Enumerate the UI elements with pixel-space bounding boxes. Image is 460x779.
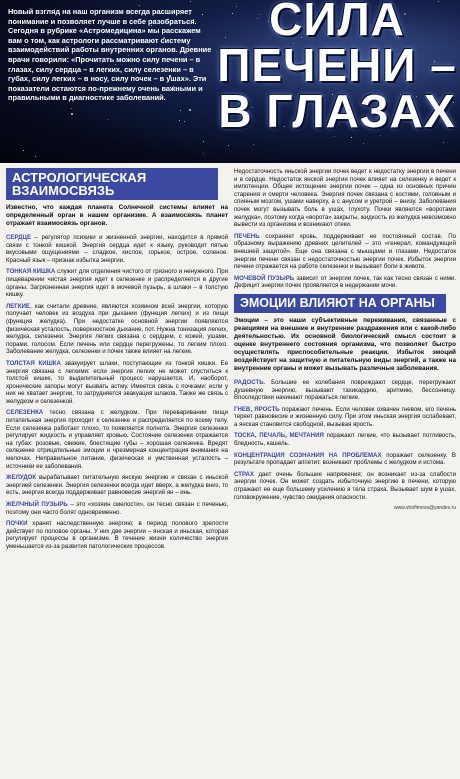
section-title-emotions: ЭМОЦИИ ВЛИЯЮТ НА ОРГАНЫ	[234, 294, 446, 313]
star	[203, 153, 204, 154]
paragraph-text: зависит от энергии почек, так как тесно связан с ними. Дефицит энергии почек проявляется в недержании мочи.	[234, 274, 456, 290]
star	[203, 141, 204, 142]
paragraph	[234, 275, 456, 290]
star	[363, 143, 364, 144]
keyword: ТОЛСТАЯ КИШКА	[6, 359, 61, 367]
star	[139, 5, 140, 6]
star	[351, 137, 352, 138]
right-items	[234, 233, 456, 290]
keyword: СЕРДЦЕ	[6, 234, 32, 241]
emotion-items	[234, 379, 456, 501]
keyword: ЖЕЛУДОК	[6, 474, 37, 482]
paragraph	[234, 452, 456, 467]
star	[108, 119, 109, 120]
header-banner	[0, 0, 460, 163]
star	[23, 150, 24, 151]
keyword: КОНЦЕНТРАЦИЯ СОЗНАНИЯ НА ПРОБЛЕМАХ	[234, 451, 382, 459]
paragraph-text: тесно связана с желудком. При переваривании пищи питательная энергия проходит к селезенке и распределяется по всему телу. Если селезенка работает плохо, то появляется полнота. Энергия селезенки регулирует жидкость и управляет кровью. Состояние селезенки отражается на губах: розовые, свежие, блестящие губы – хорошая селезенка. Вредят селезенке отрицательные эмоции и чрезмерная концентрация внимания на мелочах. Неправильное питание, физическая и умственная усталость – источники ее заболевания.	[6, 409, 228, 470]
star	[71, 113, 73, 115]
star	[179, 120, 180, 121]
paragraph-text: поражают легкие, что вызывает потливость, бледность, кашель.	[234, 432, 456, 448]
keyword: ПЕЧЕНЬ	[234, 232, 260, 240]
keyword: МОЧЕВОЙ ПУЗЫРЬ	[234, 274, 295, 282]
paragraph-text: сохраняет кровь, поддерживает ее постоянный состав. По образному выражению древних целителей – это «генерал, командующий внешней защитой». Еще она связана с мышцами и глазами. Недостаток энергии печени связан с недостаточностью энергии почек. Избыток энергии печени отражается на работе селезенки и вызывает боли в животе.	[234, 232, 456, 271]
left-column	[6, 168, 228, 555]
left-intro: Известно, что каждая планета Солнечной системы влияет на определенный орган в нашем организме. А взаимосвязь планет отражает взаимосвязь органов.	[6, 204, 228, 227]
paragraph-text: поражает селезенку. В результате пропадает аппетит, возникают проблемы с желудком и истома.	[234, 451, 456, 467]
paragraph-text: дает очень большие напряжения; он возникает из-за слабости энергии почек. Он может создать избыточную энергию в печени, которую отражают ее еще большему усилению я тела страха. Вызывает шум в ушах, головокружение, чувство ожидания опасности.	[234, 470, 456, 501]
keyword: СТРАХ	[234, 470, 254, 478]
keyword: ГНЕВ, ЯРОСТЬ	[234, 405, 280, 413]
star	[180, 110, 181, 111]
paragraph	[234, 406, 456, 429]
star	[189, 109, 191, 111]
paragraph	[6, 501, 228, 516]
paragraph	[6, 474, 228, 497]
left-items	[6, 234, 228, 551]
signature: www.vtrofimova@yandex.ru	[393, 505, 456, 512]
star	[184, 121, 185, 122]
paragraph-text: служит для отделения чистого от грязного и ненужного. При пищеварении чистая энергия идет к селезенке и распределяется в другие органы. Загрязненная энергия идет в мочевой пузырь, а шлаки – в толстую кишку.	[6, 268, 228, 299]
star	[228, 145, 229, 146]
star	[71, 108, 72, 109]
paragraph	[234, 379, 456, 402]
keyword: ЖЕЛЧНЫЙ ПУЗЫРЬ	[6, 501, 68, 508]
keyword: ТОНКАЯ КИШКА	[6, 268, 56, 276]
paragraph-text: – регулятор психики и жизненной энергии, находится в прямой связи с тонкой кишкой. Энергия сердца идет к языку, руководит пятью вкусовыми ощущениями – сладкое, кислое, горькое, острое, соленое. Красный язык – признак избытка энергии.	[6, 234, 228, 264]
keyword: ЛЕГКИЕ	[6, 302, 30, 310]
right-column	[234, 168, 456, 513]
paragraph	[234, 432, 456, 447]
section-title-astro: АСТРОЛОГИЧЕСКАЯ ВЗАИМОСВЯЗЬ	[6, 168, 218, 200]
lead-paragraph: Новый взгляд на наш организм всегда расширяет понимание и позволяет лучше в себе разобраться. Сегодня в рубрике «Астромедицина» мы расскажем вам о том, как астрологи рассматривают систему взаимодействий работы внутренних органов. Древние врачи говорили: «Прочитать можно силу печени – в глазах, силу сердца – в легких, силу селезенки – в губах, силу легких – в носу, силу почек – в ушах». Эти показатели остаются по-прежнему очень важными и правильными в диагностике заболеваний.	[8, 7, 212, 103]
right-top-paragraphs	[234, 168, 456, 229]
star	[35, 156, 36, 157]
paragraph	[6, 360, 228, 406]
keyword: СЕЛЕЗЕНКА	[6, 409, 44, 417]
keyword: ПОЧКИ	[6, 520, 28, 528]
right-intro: Эмоции – это наши субъективные переживания, связанные с реакциями на внешние и внутренние раздражения или с какой-либо деятельностью. Их основной биологический смысл состоит в оценке внутреннего состояния организма, что позволяет быстро осуществлять приспособительные реакции. Избыток эмоций воздействует на защитную и питательную виды энергий, а также на внутренние органы и может вызывать различные заболевания.	[234, 316, 456, 372]
star	[253, 144, 254, 145]
paragraph	[6, 520, 228, 550]
paragraph-text: вырабатывает питательную янскую энергию и связан с иньской энергией селезенки. Энергия селезенки всегда идет вверх, а желудка вниз, то есть, энергия всегда поддерживает равновесие энергий ян – инь.	[6, 474, 228, 497]
paragraph	[234, 233, 456, 271]
main-title-line-1: СИЛА	[269, 0, 405, 45]
paragraph: Недостаточность иньской энергии почек ведет к недостатку энергии в печени и в сердце. Недостаток янской энергии почек влияет на селезенку и ведет к импотенции. Общее истощение энергии почек – одна из основных причин старения и смерти человека. Энергия почек связана с костями, головным и спинным мозгом, ушами наверху, а с анусом и уретрой – внизу. Заболевания почек могут вызывать боль в ушах, глухоту. Почки являются «воротами желудка», поэтому когда «ворота» закрыты, жидкость из желудка невозможно вывести из организма и возникают отеки.	[234, 168, 456, 229]
paragraph	[6, 303, 228, 356]
main-title	[212, 0, 460, 137]
star	[443, 142, 444, 143]
paragraph-text: – это «хозяин смелости», он тесно связан с печенью, поэтому они часто болят одновременно.	[6, 501, 229, 516]
keyword: РАДОСТЬ	[234, 378, 264, 386]
star	[190, 1, 191, 2]
keyword: ТОСКА, ПЕЧАЛЬ, МЕЧТАНИЯ	[234, 432, 324, 440]
paragraph	[6, 268, 228, 298]
paragraph-text: . Большие ее колебания повреждают сердце, перегружают душевную энергию, вызывают тахикардию, аритмию, бессонницу. Впоследствии начинают поражаться легкие.	[234, 378, 456, 402]
paragraph-text: поражают печень. Если человек охвачен гневом, его печень теряет равновесие и жизненную силу. При этом иньская энергия ослабевает, а янская становится свободной, вызывая ярость.	[234, 405, 456, 428]
main-title-line-3: В ГЛАЗАХ	[218, 85, 456, 137]
paragraph-text: , как считали древние, являются хозяином всей энергии, которую получает человек из воздуха при дыхании (функция легких) и из пищи (функция желудка). При недостатке основной энергии появляются физическая усталость, поверхностное дыхание, пот. Нужна тонизация легких, желудка, селезенки. Энергия легких связана с сердцем, с кожей, ушами, порами, голосом. Если печень или сердце перегружены, то легким плохо. Заболевание желудка, селезенки и почек также влияет на легкие.	[6, 302, 228, 356]
paragraph	[6, 234, 228, 264]
paragraph	[234, 471, 456, 501]
paragraph	[6, 409, 228, 470]
main-title-line-2: ПЕЧЕНИ –	[217, 39, 457, 91]
paragraph-text: эвакуирует шлаки, поступающие из тонкой кишки. Ее энергия связана с легкими: если энергия легких не может спуститься к толстой кишке, то выделительный процесс нарушается. И, наоборот, хронические запоры могут вызвать астму. Имеется связь с почками: если у них не хватает энергии, то затрудняется эвакуация шлаков. Также же связь с желудком и селезенкой.	[6, 359, 228, 405]
paragraph-text: хранят наследственную энергию; в период полового зрелости действует по половое органы. У них две энергии – янская и иньская, которая регулирует процессы в организме. В течение жизни количество энергии уменьшается из-за развития патологических процессов.	[6, 520, 228, 550]
